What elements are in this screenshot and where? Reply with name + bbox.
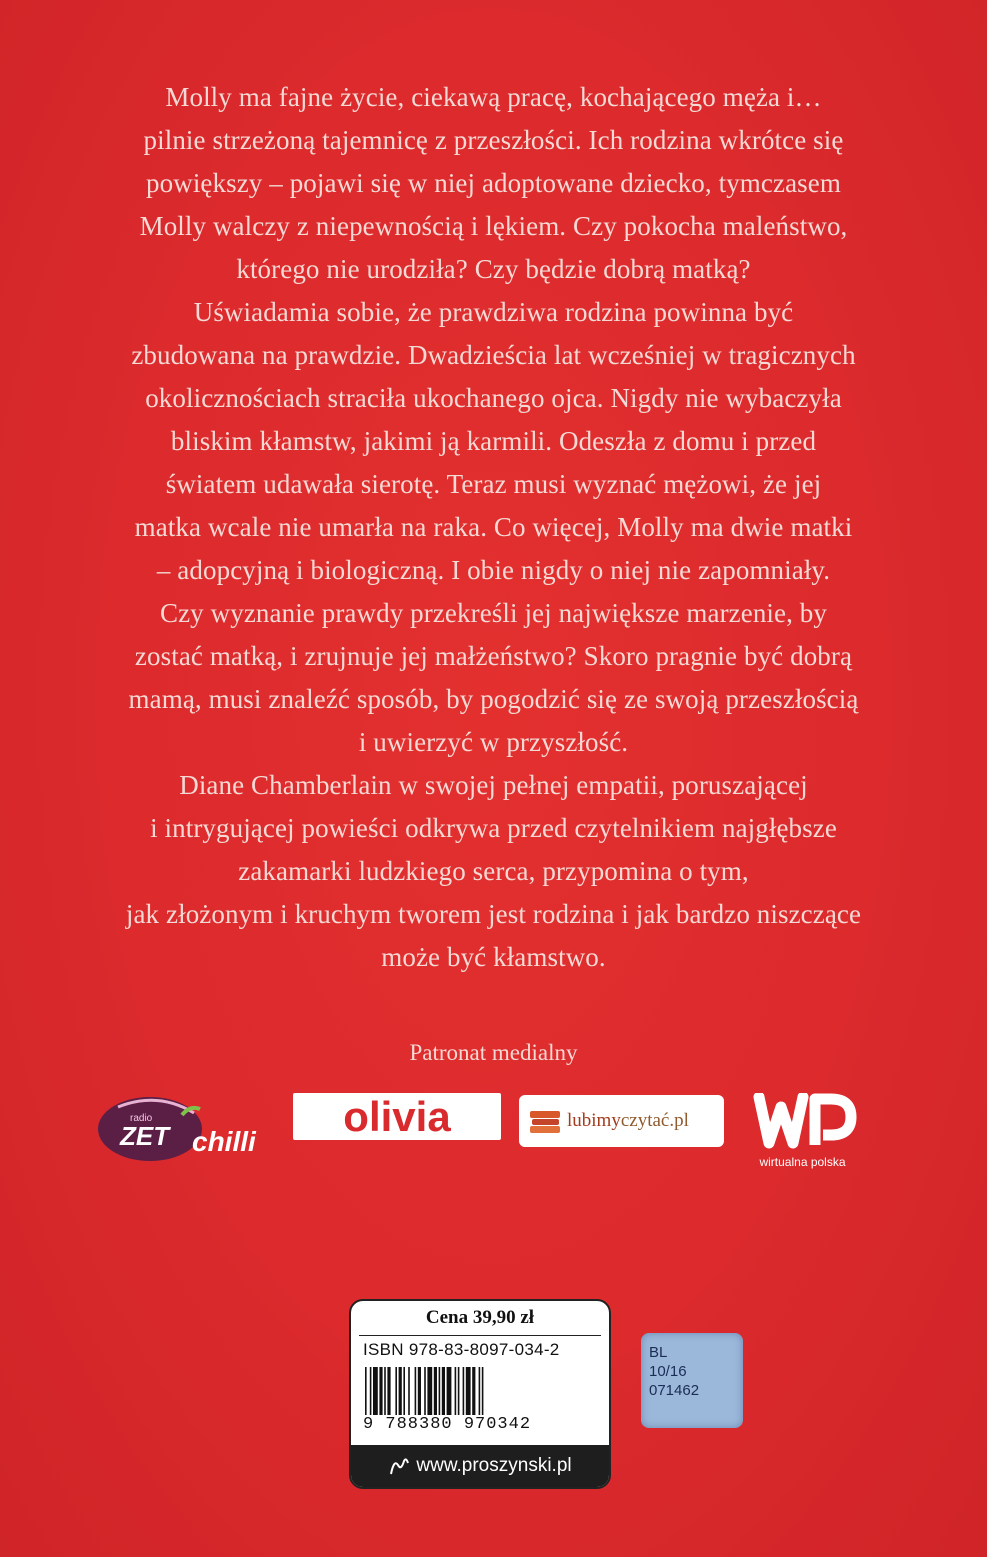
sticker-line: BL — [649, 1344, 668, 1361]
blurb-line: okolicznościach straciła ukochanego ojca. Nigdy nie wybaczyła — [145, 383, 842, 413]
lubimy-czytac-logo — [519, 1095, 724, 1147]
barcode-bar — [466, 1367, 471, 1415]
barcode-bar — [427, 1367, 432, 1415]
barcode-bar — [434, 1367, 437, 1415]
barcode-bar — [418, 1367, 421, 1415]
wirtualna-polska-logo — [745, 1093, 860, 1173]
blurb-line: Molly walczy z niepewnością i lękiem. Czy pokocha maleństwo, — [139, 211, 848, 241]
barcode-bar — [379, 1367, 382, 1415]
barcode-bar — [439, 1367, 441, 1415]
barcode-bar — [373, 1367, 378, 1415]
blurb-line: i intrygującej powieści odkrywa przed czytelnikiem najgłębsze — [150, 813, 837, 843]
barcode-bar — [447, 1367, 452, 1415]
blurb-line: – adopcyjną i biologiczną. I obie nigdy o niej nie zapomniały. — [156, 555, 831, 585]
blurb-line: mamą, musi znaleźć sposób, by pogodzić się ze swoją przeszłością — [128, 684, 859, 714]
barcode-bar — [408, 1367, 410, 1415]
blurb-line: Molly ma fajne życie, ciekawą pracę, kochającego męża i… — [165, 82, 822, 112]
barcode-bar — [479, 1367, 481, 1415]
blurb-line: Uświadamia sobie, że prawdziwa rodzina powinna być — [193, 297, 794, 327]
blurb-line: pilnie strzeżoną tajemnicę z przeszłości. Ich rodzina wkrótce się — [143, 125, 844, 155]
wp-mark-icon — [745, 1093, 860, 1153]
price: Cena 39,90 zł — [425, 1307, 535, 1328]
blurb-line: Czy wyznanie prawdy przekreśli jej największe marzenie, by — [159, 598, 828, 628]
barcode — [365, 1367, 593, 1415]
sticker-line: 071462 — [649, 1382, 700, 1399]
blurb-line: i uwierzyć w przyszłość. — [358, 727, 629, 757]
blurb-line: zostać matką, i zrujnuje jej małżeństwo? Skoro pragnie być dobrą — [134, 641, 853, 671]
barcode-bar — [403, 1367, 405, 1415]
radio-zet-chilli-logo — [98, 1095, 278, 1165]
barcode-bar — [365, 1367, 367, 1415]
divider — [359, 1335, 601, 1336]
media-patronage-heading: Patronat medialny — [409, 1040, 578, 1065]
blurb-line: matka wcale nie umarła na raka. Co więcej, Molly ma dwie matki — [134, 512, 853, 542]
blurb-line: powiększy – pojawi się w niej adoptowane dziecko, tymczasem — [146, 168, 841, 198]
blurb-line: może być kłamstwo. — [381, 942, 606, 972]
isbn: ISBN 978-83-8097-034-2 — [363, 1340, 560, 1359]
barcode-bar — [387, 1367, 390, 1415]
barcode-bar — [395, 1367, 397, 1415]
barcode-bar — [399, 1367, 402, 1415]
barcode-bar — [482, 1367, 484, 1415]
barcode-bar — [384, 1367, 386, 1415]
blurb-line: zbudowana na prawdzie. Dwadzieścia lat wcześniej w tragicznych — [131, 340, 856, 370]
publisher-logo-icon — [388, 1455, 410, 1477]
blurb-line: jak złożonym i kruchym tworem jest rodzina i jak bardzo niszczące — [125, 899, 862, 929]
publisher-website: www.proszynski.pl — [416, 1455, 572, 1476]
barcode-digits: 9 788380 970342 — [363, 1415, 532, 1434]
library-sticker — [641, 1333, 743, 1428]
olivia-logo — [293, 1093, 501, 1140]
barcode-bar — [370, 1367, 372, 1415]
svg-text:chilli: chilli — [192, 1126, 256, 1157]
blurb-text — [40, 76, 947, 979]
blurb-line: Diane Chamberlain w swojej pełnej empatii, poruszającej — [179, 770, 808, 800]
publisher-website-bar — [351, 1445, 609, 1487]
svg-text:ZET: ZET — [120, 1121, 170, 1151]
price-barcode-label — [349, 1299, 611, 1489]
barcode-bar — [442, 1367, 445, 1415]
barcode-bar — [455, 1367, 457, 1415]
sticker-line: 10/16 — [649, 1363, 687, 1380]
svg-text:radio: radio — [130, 1113, 153, 1124]
blurb-line: zakamarki ludzkiego serca, przypomina o tym, — [238, 856, 749, 886]
lubimy-czytac-text: lubimyczytać.pl — [567, 1110, 689, 1131]
barcode-bar — [424, 1367, 426, 1415]
blurb-line: światem udawała sierotę. Teraz musi wyznać mężowi, że jej — [165, 469, 822, 499]
wp-caption: wirtualna polska — [759, 1155, 846, 1169]
books-icon — [529, 1108, 561, 1134]
media-logos — [0, 1085, 987, 1185]
olivia-logo-text: olivia — [343, 1092, 451, 1140]
barcode-bar — [472, 1367, 475, 1415]
blurb-line: bliskim kłamstw, jakimi ją karmili. Odeszła z domu i przed — [170, 426, 817, 456]
barcode-bar — [463, 1367, 465, 1415]
blurb-line: którego nie urodziła? Czy będzie dobrą matką? — [236, 254, 751, 284]
barcode-bar — [415, 1367, 417, 1415]
barcode-bar — [458, 1367, 460, 1415]
